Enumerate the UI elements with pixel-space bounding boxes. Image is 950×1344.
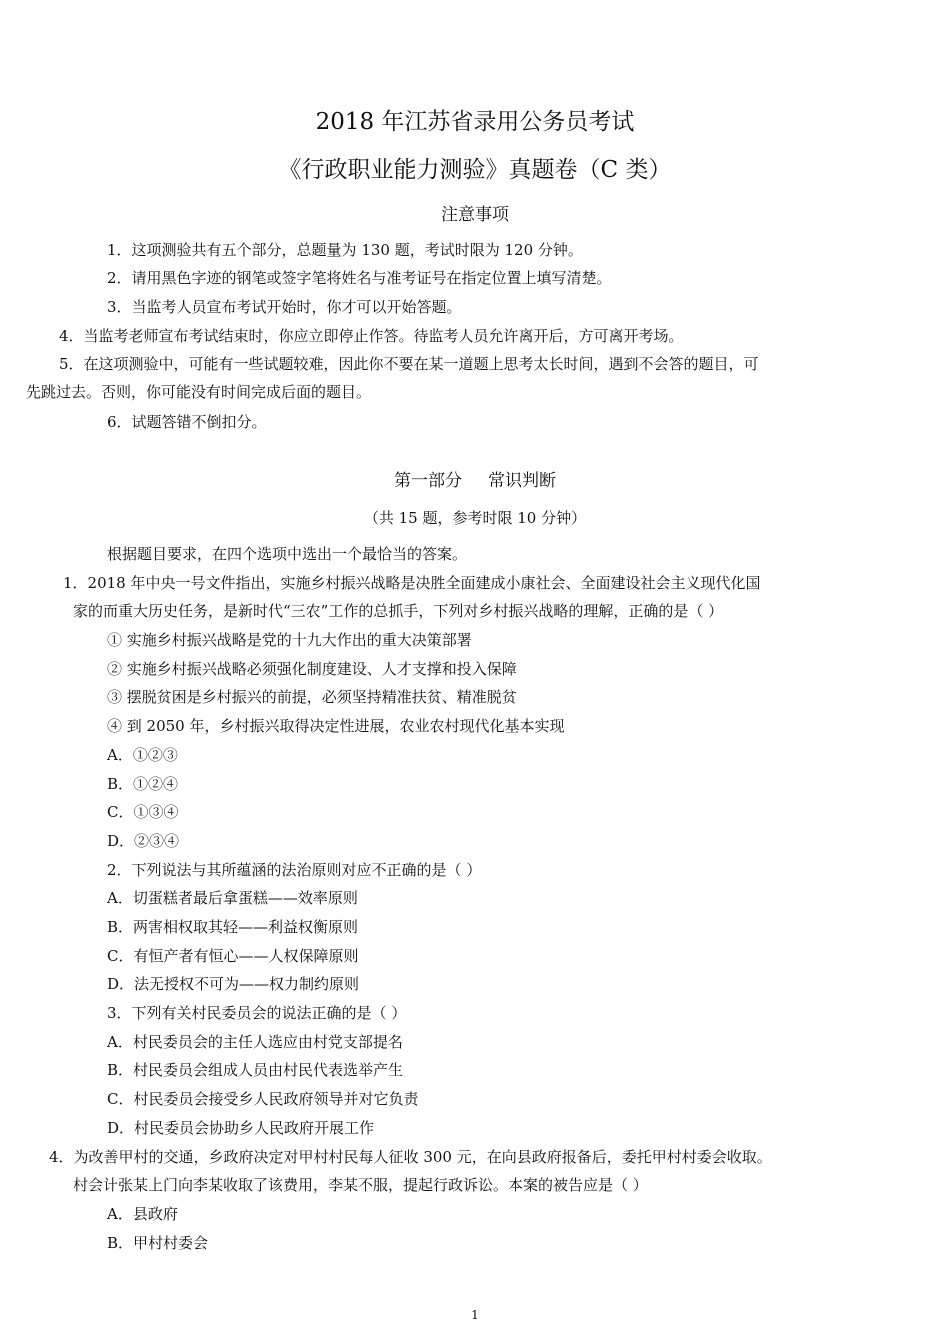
document-title-line2: 《行政职业能力测验》真题卷（C 类） (278, 157, 672, 183)
q4-option-a: A．县政府 (107, 1205, 178, 1223)
notice-item-2: 2．请用黑色字迹的钢笔或签字笔将姓名与准考证号在指定位置上填写清楚。 (107, 269, 612, 287)
q4-option-b: B．甲村村委会 (107, 1234, 209, 1252)
part1-heading-title: 常识判断 (488, 471, 556, 491)
q1-stem-line2: 家的而重大历史任务，是新时代“三农”工作的总抓手，下列对乡村振兴战略的理解，正确的是（ ） (73, 602, 724, 620)
page-number: 1 (471, 1308, 479, 1322)
notice-item-4: 4．当监考老师宣布考试结束时，你应立即停止作答。待监考人员允许离开后，方可离开考场。 (59, 327, 684, 345)
q3-stem: 3．下列有关村民委员会的说法正确的是（ ） (107, 1004, 407, 1022)
q1-option-c: C．①③④ (107, 803, 179, 821)
part1-instruction: 根据题目要求，在四个选项中选出一个最恰当的答案。 (107, 545, 468, 563)
notice-item-1: 1．这项测验共有五个部分，总题量为 130 题，考试时限为 120 分钟。 (107, 241, 583, 259)
notice-item-5-cont: 先跳过去。否则，你可能没有时间完成后面的题目。 (26, 383, 372, 401)
q3-option-c: C．村民委员会接受乡人民政府领导并对它负责 (107, 1090, 419, 1108)
q2-option-b: B．两害相权取其轻——利益权衡原则 (107, 918, 359, 936)
q2-option-c: C．有恒产者有恒心——人权保障原则 (107, 947, 359, 965)
notice-item-6: 6．试题答错不倒扣分。 (107, 413, 267, 431)
q4-stem-line2: 村会计张某上门向李某收取了该费用，李某不服，提起行政诉讼。本案的被告应是（ ） (73, 1176, 648, 1194)
document-title-line1: 2018 年江苏省录用公务员考试 (315, 109, 635, 135)
notice-item-5: 5．在这项测验中，可能有一些试题较难，因此你不要在某一道题上思考太长时间，遇到不会答的题目，可 (59, 355, 759, 373)
q3-option-d: D．村民委员会协助乡人民政府开展工作 (107, 1119, 375, 1137)
q1-statement-2: ② 实施乡村振兴战略必须强化制度建设、人才支撑和投入保障 (107, 660, 517, 678)
q2-option-d: D．法无授权不可为——权力制约原则 (107, 975, 360, 993)
q1-statement-3: ③ 摆脱贫困是乡村振兴的前提，必须坚持精准扶贫、精准脱贫 (107, 688, 517, 706)
q3-option-a: A．村民委员会的主任人选应由村党支部提名 (107, 1033, 403, 1051)
q1-stem-line1: 1．2018 年中央一号文件指出，实施乡村振兴战略是决胜全面建成小康社会、全面建设社会主义现代化国 (63, 574, 761, 592)
q1-statement-1: ① 实施乡村振兴战略是党的十九大作出的重大决策部署 (107, 631, 472, 649)
q1-option-b: B．①②④ (107, 775, 179, 793)
part1-heading-number: 第一部分 (394, 471, 462, 491)
q2-stem: 2．下列说法与其所蕴涵的法治原则对应不正确的是（ ） (107, 861, 482, 879)
notice-heading: 注意事项 (441, 205, 509, 225)
part1-subheading: （共 15 题，参考时限 10 分钟） (363, 509, 587, 527)
part1-heading (0, 470, 950, 492)
q1-statement-4: ④ 到 2050 年，乡村振兴取得决定性进展，农业农村现代化基本实现 (107, 717, 565, 735)
notice-item-3: 3．当监考人员宣布考试开始时，你才可以开始答题。 (107, 298, 462, 316)
q3-option-b: B．村民委员会组成人员由村民代表选举产生 (107, 1061, 404, 1079)
q2-option-a: A．切蛋糕者最后拿蛋糕——效率原则 (107, 889, 358, 907)
q4-stem-line1: 4．为改善甲村的交通，乡政府决定对甲村村民每人征收 300 元，在向县政府报备后，委托甲村村委会收取。 (49, 1148, 772, 1166)
q1-option-d: D．②③④ (107, 832, 180, 850)
q1-option-a: A．①②③ (107, 746, 178, 764)
